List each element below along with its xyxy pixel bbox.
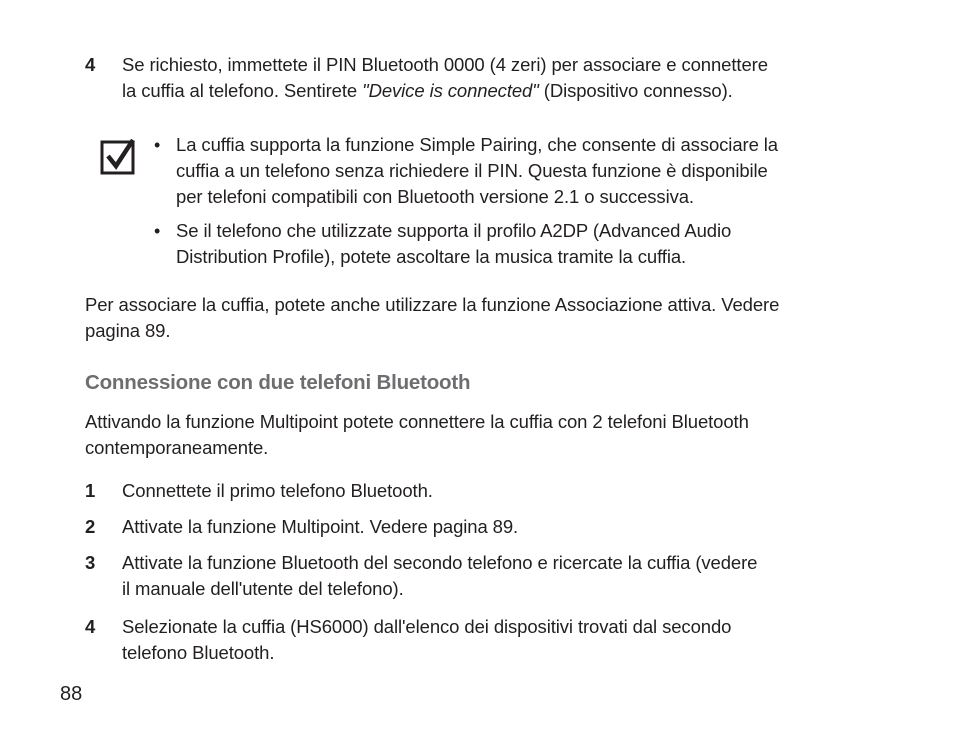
- step-number: 4: [85, 616, 96, 637]
- step-line: Attivate la funzione Multipoint. Vedere pagina 89.: [122, 516, 519, 537]
- note-line: La cuffia supporta la funzione Simple Pairing, che consente di associare la: [176, 134, 778, 155]
- paragraph: [85, 409, 865, 461]
- step-number: 4: [85, 54, 96, 75]
- note-bullet: [176, 132, 856, 210]
- step-line: Connettete il primo telefono Bluetooth.: [122, 480, 433, 501]
- paragraph: [85, 292, 865, 344]
- step-text: [122, 550, 852, 602]
- bullet-symbol: •: [154, 135, 161, 155]
- step-number: 1: [85, 480, 96, 501]
- step-line: [122, 78, 852, 104]
- step-line: telefono Bluetooth.: [122, 642, 275, 663]
- device-connected-quote: "Device is connected": [362, 80, 539, 101]
- page-number: 88: [60, 683, 83, 705]
- step-text: [122, 614, 852, 666]
- note-line: Se il telefono che utilizzate supporta il profilo A2DP (Advanced Audio: [176, 220, 732, 241]
- step-number: 3: [85, 552, 96, 573]
- step-line: Selezionate la cuffia (HS6000) dall'elenco dei dispositivi trovati dal secondo: [122, 616, 732, 637]
- step-number: 2: [85, 516, 96, 537]
- paragraph-line: pagina 89.: [85, 320, 171, 341]
- note-line: cuffia a un telefono senza richiedere il PIN. Questa funzione è disponibile: [176, 160, 768, 181]
- step-text: [122, 514, 852, 540]
- paragraph-line: Per associare la cuffia, potete anche utilizzare la funzione Associazione attiva. Vedere: [85, 294, 780, 315]
- paragraph-line: Attivando la funzione Multipoint potete connettere la cuffia con 2 telefoni Bluetooth: [85, 411, 749, 432]
- step-line-prefix: la cuffia al telefono. Sentirete: [122, 80, 363, 101]
- step-text: [122, 52, 852, 104]
- section-heading: Connessione con due telefoni Bluetooth: [85, 371, 471, 394]
- paragraph-line: contemporaneamente.: [85, 437, 269, 458]
- bullet-symbol: •: [154, 221, 161, 241]
- note-line: per telefoni compatibili con Bluetooth versione 2.1 o successiva.: [176, 186, 694, 207]
- step-line: il manuale dell'utente del telefono).: [122, 578, 404, 599]
- note-bullet: [176, 218, 856, 270]
- checkbox-note-icon: [100, 139, 136, 175]
- note-line: Distribution Profile), potete ascoltare la musica tramite la cuffia.: [176, 246, 687, 267]
- step-line: Se richiesto, immettete il PIN Bluetooth 0000 (4 zeri) per associare e connettere: [122, 54, 768, 75]
- step-text: [122, 478, 852, 504]
- step-line-suffix: (Dispositivo connesso).: [538, 80, 733, 101]
- step-line: Attivate la funzione Bluetooth del secondo telefono e ricercate la cuffia (vedere: [122, 552, 758, 573]
